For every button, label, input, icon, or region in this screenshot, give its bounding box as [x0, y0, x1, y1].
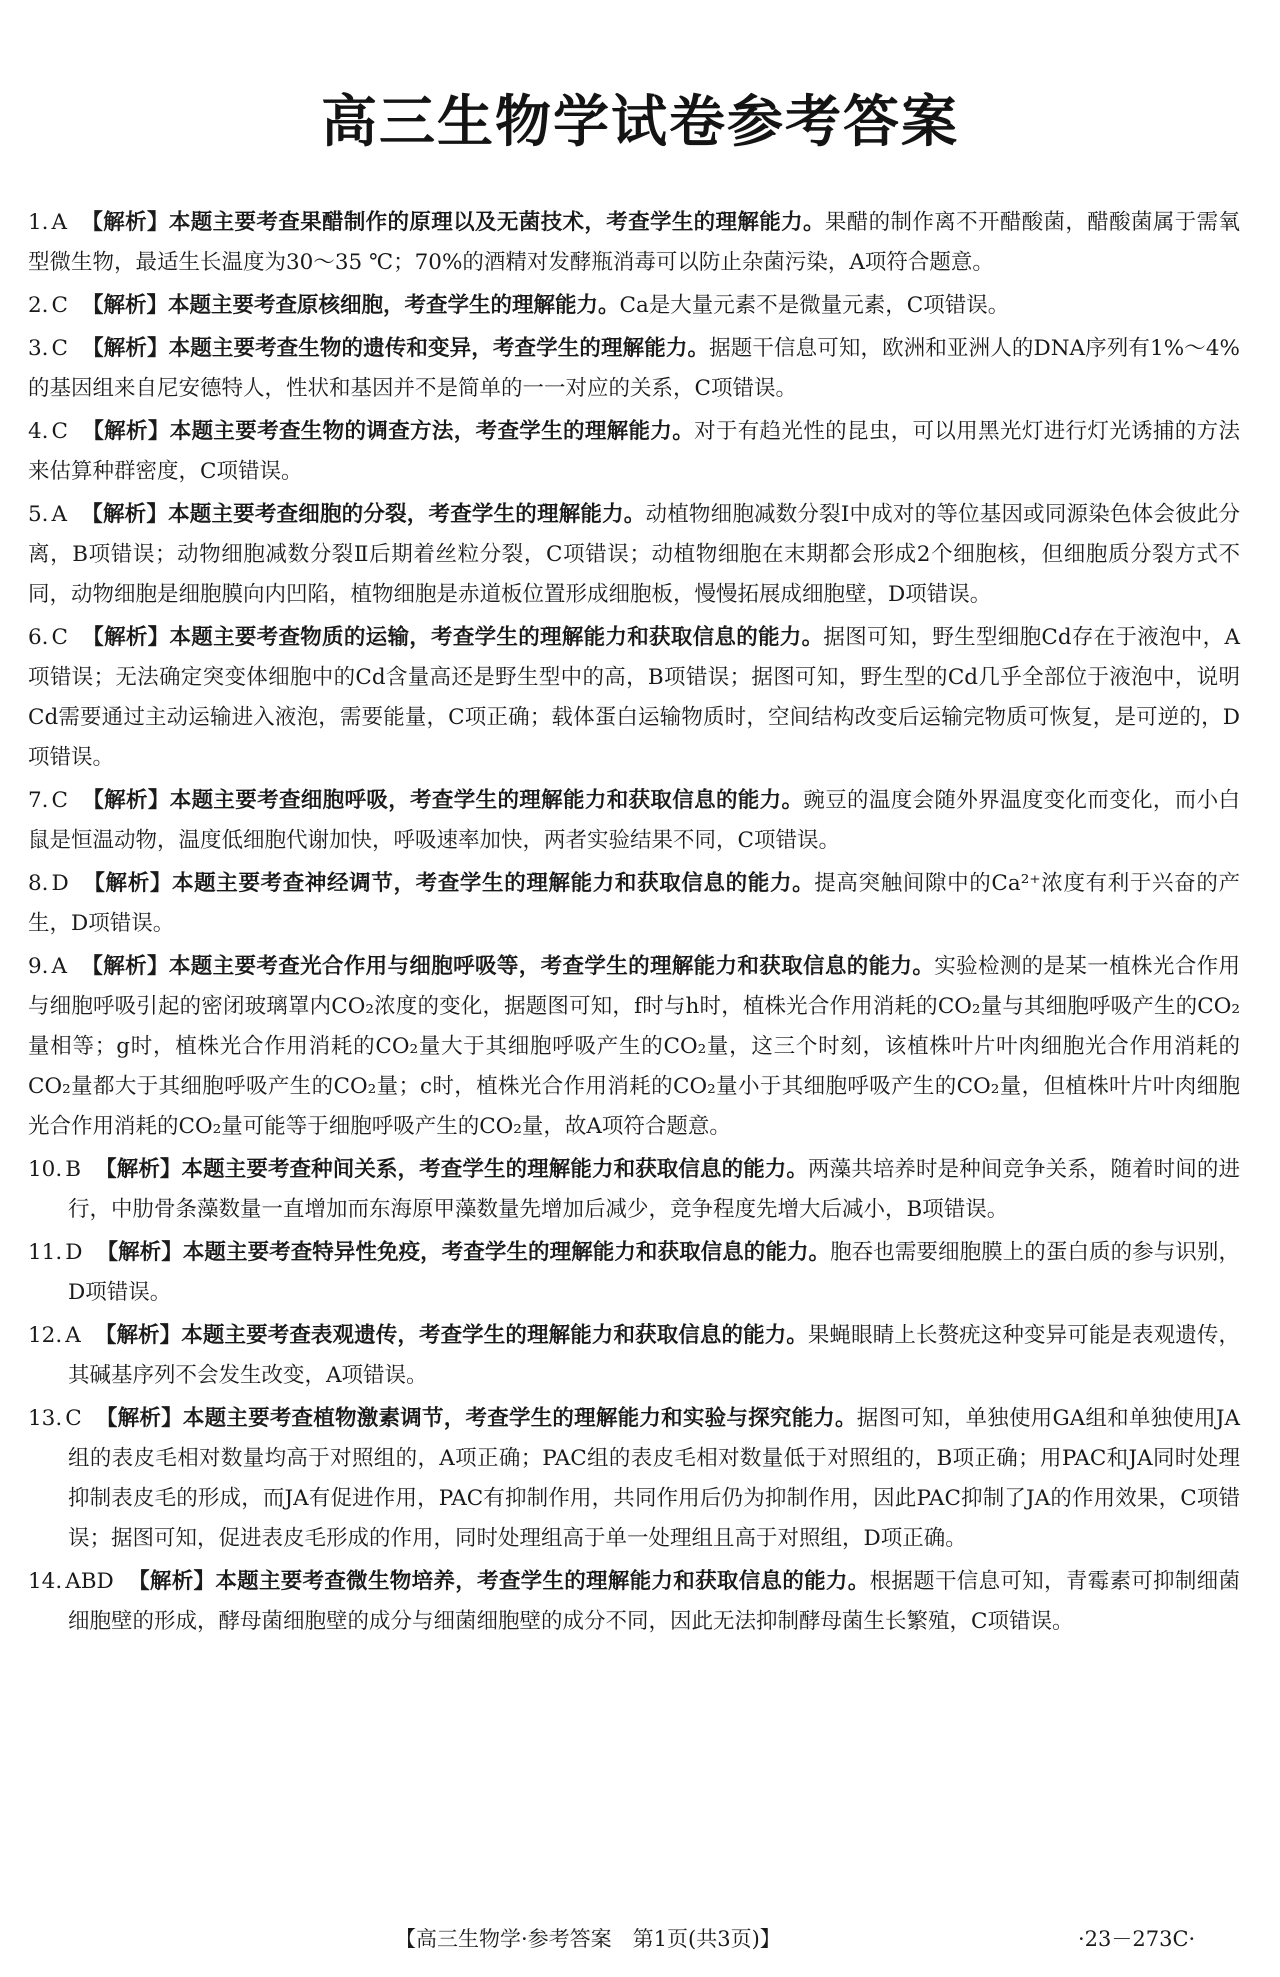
answer-item	[28, 495, 1240, 615]
answer-item	[28, 1233, 1240, 1313]
analysis-lead: 本题主要考查种间关系，考查学生的理解能力和获取信息的能力。	[181, 1157, 809, 1182]
answer-choice: C	[51, 419, 68, 444]
answer-item	[28, 329, 1240, 409]
answer-number: 3.	[28, 336, 49, 361]
analysis-tag: 【解析】	[96, 1240, 183, 1265]
answer-item	[28, 864, 1240, 944]
analysis-body: 根据题干信息可知，青霉素可抑制细菌细胞壁的形成，酵母菌细胞壁的成分与细菌细胞壁的成分不同，因此无法抑制酵母菌生长繁殖，C项错误。	[68, 1569, 1240, 1634]
answer-number: 7.	[28, 788, 49, 813]
analysis-lead: 本题主要考查微生物培养，考查学生的理解能力和获取信息的能力。	[215, 1569, 870, 1594]
footer-page-info: 【高三生物学·参考答案 第1页(共3页)】	[395, 1927, 781, 1951]
answer-item	[28, 286, 1240, 326]
answer-number: 12.	[28, 1323, 63, 1348]
analysis-tag: 【解析】	[81, 788, 170, 813]
analysis-tag: 【解析】	[81, 954, 169, 979]
answer-choice: C	[51, 788, 68, 813]
answer-number: 8.	[28, 871, 49, 896]
analysis-tag: 【解析】	[81, 625, 170, 650]
analysis-body: 对于有趋光性的昆虫，可以用黑光灯进行灯光诱捕的方法来估算种群密度，C项错误。	[28, 419, 1240, 484]
analysis-body: 胞吞也需要细胞膜上的蛋白质的参与识别，D项错误。	[68, 1240, 1240, 1305]
analysis-lead: 本题主要考查细胞呼吸，考查学生的理解能力和获取信息的能力。	[169, 788, 804, 813]
answer-number: 4.	[28, 419, 49, 444]
answer-choice: D	[51, 871, 69, 896]
analysis-tag: 【解析】	[81, 419, 170, 444]
page-footer	[0, 1923, 1280, 1955]
analysis-lead: 本题主要考查植物激素调节，考查学生的理解能力和实验与探究能力。	[182, 1406, 857, 1431]
analysis-body: 提高突触间隙中的Ca²⁺浓度有利于兴奋的产生，D项错误。	[28, 871, 1240, 936]
analysis-lead: 本题主要考查生物的调查方法，考查学生的理解能力。	[169, 419, 695, 444]
answer-item	[28, 947, 1240, 1147]
answer-choice: A	[51, 502, 68, 527]
analysis-tag: 【解析】	[127, 1569, 216, 1594]
answer-number: 13.	[28, 1406, 63, 1431]
answer-item	[28, 618, 1240, 778]
answer-choice: C	[51, 293, 68, 318]
answer-choice: A	[51, 210, 68, 235]
analysis-tag: 【解析】	[95, 1157, 182, 1182]
analysis-tag: 【解析】	[81, 210, 169, 235]
answer-choice: C	[51, 625, 68, 650]
answer-item	[28, 412, 1240, 492]
answer-number: 14.	[28, 1569, 63, 1594]
answer-item	[28, 1399, 1240, 1559]
answer-number: 11.	[28, 1240, 63, 1265]
analysis-lead: 本题主要考查光合作用与细胞呼吸等，考查学生的理解能力和获取信息的能力。	[168, 954, 935, 979]
page-title: 高三生物学试卷参考答案	[321, 90, 959, 155]
footer-code: ·23－273C·	[1078, 1927, 1196, 1951]
analysis-lead: 本题主要考查神经调节，考查学生的理解能力和获取信息的能力。	[172, 871, 815, 896]
analysis-tag: 【解析】	[81, 336, 169, 361]
analysis-lead: 本题主要考查生物的遗传和变异，考查学生的理解能力。	[168, 336, 710, 361]
answer-choice: A	[65, 1323, 81, 1348]
analysis-tag: 【解析】	[81, 293, 168, 318]
analysis-tag: 【解析】	[94, 1323, 182, 1348]
answer-choice: A	[51, 954, 68, 979]
answer-item	[28, 781, 1240, 861]
answer-number: 2.	[28, 293, 49, 318]
analysis-lead: 本题主要考查原核细胞，考查学生的理解能力。	[167, 293, 620, 318]
analysis-lead: 本题主要考查物质的运输，考查学生的理解能力和获取信息的能力。	[169, 625, 824, 650]
analysis-lead: 本题主要考查特异性免疫，考查学生的理解能力和获取信息的能力。	[182, 1240, 831, 1265]
analysis-body: 实验检测的是某一植株光合作用与细胞呼吸引起的密闭玻璃罩内CO₂浓度的变化，据题图可知，f时与h时，植株光合作用消耗的CO₂量与其细胞呼吸产生的CO₂量相等；g时，植株光合作用消耗的CO₂量大于其细胞呼吸产生的CO₂量，这三个时刻，该植株叶片叶肉细胞光合作用消耗的CO₂量都大于其细胞呼吸产生的CO₂量；c时，植株光合作用消耗的CO₂量小于其细胞呼吸产生的CO₂量，但植株叶片叶肉细胞光合作用消耗的CO₂量可能等于细胞呼吸产生的CO₂量，故A项符合题意。	[28, 954, 1240, 1139]
answer-number: 5.	[28, 502, 49, 527]
answer-choice: ABD	[65, 1569, 114, 1594]
answer-choice: C	[65, 1406, 82, 1431]
answer-item	[28, 1316, 1240, 1396]
analysis-lead: 本题主要考查果醋制作的原理以及无菌技术，考查学生的理解能力。	[168, 210, 825, 235]
analysis-tag: 【解析】	[95, 1406, 183, 1431]
analysis-body: 据图可知，单独使用GA组和单独使用JA组的表皮毛相对数量均高于对照组的，A项正确；PAC组的表皮毛相对数量低于对照组的，B项正确；用PAC和JA同时处理抑制表皮毛的形成，而JA有促进作用，PAC有抑制作用，共同作用后仍为抑制作用，因此PAC抑制了JA的作用效果，C项错误；据图可知，促进表皮毛形成的作用，同时处理组高于单一处理组且高于对照组，D项正确。	[68, 1406, 1240, 1551]
analysis-lead: 本题主要考查细胞的分裂，考查学生的理解能力。	[168, 502, 646, 527]
analysis-lead: 本题主要考查表观遗传，考查学生的理解能力和获取信息的能力。	[181, 1323, 808, 1348]
analysis-body: Ca是大量元素不是微量元素，C项错误。	[619, 293, 1010, 318]
answer-number: 10.	[28, 1157, 63, 1182]
answer-choice: C	[51, 336, 68, 361]
answer-number: 9.	[28, 954, 49, 979]
answer-list	[28, 203, 1240, 1645]
analysis-tag: 【解析】	[81, 502, 169, 527]
answer-item	[28, 1150, 1240, 1230]
analysis-body: 果醋的制作离不开醋酸菌，醋酸菌属于需氧型微生物，最适生长温度为30～35 ℃；70%的酒精对发酵瓶消毒可以防止杂菌污染，A项符合题意。	[28, 210, 1240, 275]
analysis-body: 果蝇眼睛上长赘疣这种变异可能是表观遗传，其碱基序列不会发生改变，A项错误。	[68, 1323, 1240, 1388]
analysis-body: 两藻共培养时是种间竞争关系，随着时间的进行，中肋骨条藻数量一直增加而东海原甲藻数量先增加后减少，竞争程度先增大后减小，B项错误。	[68, 1157, 1240, 1222]
answer-choice: B	[65, 1157, 82, 1182]
answer-item	[28, 203, 1240, 283]
answer-number: 1.	[28, 210, 49, 235]
analysis-body: 据题干信息可知，欧洲和亚洲人的DNA序列有1%～4%的基因组来自尼安德特人，性状和基因并不是简单的一一对应的关系，C项错误。	[28, 336, 1240, 401]
answer-choice: D	[65, 1240, 83, 1265]
analysis-body: 豌豆的温度会随外界温度变化而变化，而小白鼠是恒温动物，温度低细胞代谢加快，呼吸速率加快，两者实验结果不同，C项错误。	[28, 788, 1240, 853]
answer-item	[28, 1562, 1240, 1642]
answer-number: 6.	[28, 625, 49, 650]
analysis-tag: 【解析】	[82, 871, 172, 896]
analysis-body: 据图可知，野生型细胞Cd存在于液泡中，A项错误；无法确定突变体细胞中的Cd含量高还是野生型中的高，B项错误；据图可知，野生型的Cd几乎全部位于液泡中，说明Cd需要通过主动运输进入液泡，需要能量，C项正确；载体蛋白运输物质时，空间结构改变后运输完物质可恢复，是可逆的，D项错误。	[28, 625, 1240, 770]
analysis-body: 动植物细胞减数分裂Ⅰ中成对的等位基因或同源染色体会彼此分离，B项错误；动物细胞减数分裂Ⅱ后期着丝粒分裂，C项错误；动植物细胞在末期都会形成2个细胞核，但细胞质分裂方式不同，动物细胞是细胞膜向内凹陷，植物细胞是赤道板位置形成细胞板，慢慢拓展成细胞壁，D项错误。	[28, 502, 1240, 607]
